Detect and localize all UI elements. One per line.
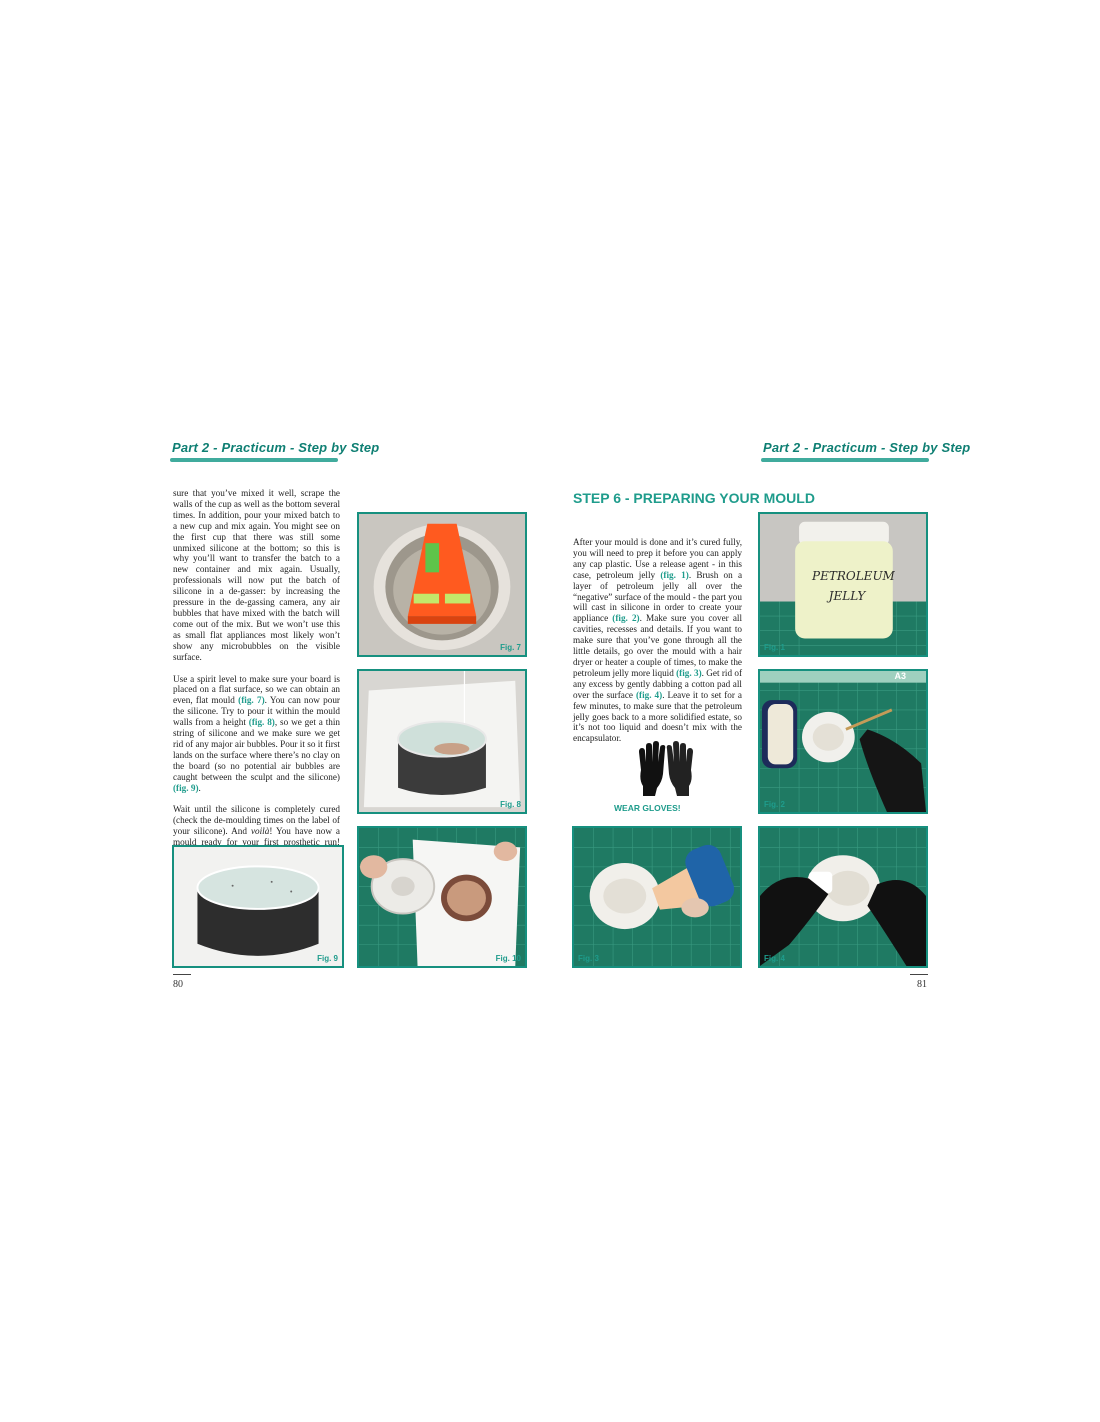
- fig8-image: [359, 671, 525, 812]
- step-title: STEP 6 - PREPARING YOUR MOULD: [573, 490, 815, 506]
- fig9-caption: Fig. 9: [317, 954, 338, 963]
- text-run: . Make sure you cover all cavities, recesses and details. If you want to make sure that you’ve gone through all the little details, go over the mould with a hair dryer or heater a couple of times, to make the petroleum jelly more liquid: [573, 613, 743, 678]
- left-body-text: [173, 488, 340, 870]
- figure-reference: (fig. 3): [676, 667, 702, 678]
- gloves-icon: [633, 740, 699, 796]
- figure-8: [357, 669, 527, 814]
- fig4-caption: Fig. 4: [764, 954, 785, 963]
- left-page-number: 80: [173, 979, 183, 990]
- figure-reference: (fig. 8): [248, 717, 275, 728]
- figure-10: [357, 826, 527, 968]
- figure-reference: (fig. 1): [660, 569, 689, 580]
- fig3-image: [574, 828, 740, 966]
- text-run: After your mould is done and it’s cured fully, you will need to prep it before you can apply any cap plastic. Use a release agent - in this case, petroleum jelly: [573, 537, 742, 580]
- left-header-underline: [170, 458, 338, 462]
- text-run: ! You have now a mould ready for your first prosthetic run!: [173, 826, 340, 848]
- text-run: voilà: [250, 826, 270, 837]
- body-paragraph: [173, 674, 340, 794]
- right-body-text: [573, 537, 742, 755]
- fig10-image: [359, 828, 525, 966]
- text-run: Wait until the silicone is completely cured (check the de-moulding times on the label of your silicone). And: [173, 804, 340, 837]
- figure-7: [357, 512, 527, 657]
- figure-reference: (fig. 7): [238, 695, 265, 706]
- right-header-underline: [761, 458, 929, 462]
- figure-reference: (fig. 2): [612, 613, 640, 624]
- fig1-caption: Fig. 1: [764, 643, 785, 652]
- text-run: .: [198, 782, 201, 793]
- jar-label: [812, 566, 895, 606]
- jar-label-line-2: JELLY: [828, 589, 866, 603]
- fig10-caption: Fig. 10: [495, 954, 521, 963]
- fig4-image: [760, 828, 926, 966]
- figure-reference: (fig. 4): [636, 689, 663, 700]
- figure-4: [758, 826, 928, 968]
- gloves-caption: WEAR GLOVES!: [614, 803, 681, 813]
- right-page-number: 81: [917, 979, 927, 990]
- text-run: . Get rid of any excess by gently dabbing a cotton pad all over the surface: [573, 667, 742, 700]
- text-run: . You can now pour the silicone. Try to pour it within the mould walls from a height: [173, 695, 340, 728]
- fig7-caption: Fig. 7: [500, 643, 521, 652]
- body-paragraph: [173, 488, 340, 663]
- fig2-caption: Fig. 2: [764, 800, 785, 809]
- figure-3: [572, 826, 742, 968]
- figure-2: [758, 669, 928, 814]
- text-run: . Leave it to set for a few minutes, to make sure that the petroleum jelly goes back to a more solidified estate, so it’s not too liquid and doesn’t mix with the encapsulator.: [573, 689, 743, 744]
- fig8-caption: Fig. 8: [500, 800, 521, 809]
- fig2-image: [760, 671, 926, 812]
- jar-label-line-1: PETROLEUM: [812, 569, 895, 583]
- text-run: . Brush on a layer of petroleum jelly all over the “negative” surface of the mould - the part you will cast in silicone in order to create your appliance: [573, 569, 743, 624]
- right-page-number-rule: [910, 974, 928, 975]
- text-run: sure that you’ve mixed it well, scrape the walls of the cup as well as the bottom several times. In addition, pour your mixed batch to a new cup and mix again. You might see on the first cup that there was still some unmixed silicone at the bottom; so this is why you’ll want to transfer the batch to a new container and mix again. Usually, professionals will now put the batch of silicone in a de-gasser: by increasing the pressure in the de-gassing camera, any air bubbles that have mixed with the batch will come out of the mix. But we won’t use this as small flat appliances most likely won’t show any microbubbles on the visible surface.: [173, 488, 340, 662]
- figure-1: [758, 512, 928, 657]
- figure-reference: (fig. 9): [173, 782, 199, 793]
- figure-9: [172, 845, 344, 968]
- text-run: Use a spirit level to make sure your board is placed on a flat surface, so we can obtain an even, flat mould: [173, 673, 340, 706]
- body-paragraph: [573, 537, 742, 744]
- mat-label: A3: [894, 671, 906, 681]
- fig9-image: [174, 847, 342, 966]
- left-running-header: Part 2 - Practicum - Step by Step: [172, 440, 380, 455]
- left-page-number-rule: [173, 974, 191, 975]
- fig7-image: [359, 514, 525, 655]
- fig3-caption: Fig. 3: [578, 954, 599, 963]
- text-run: , so we get a thin string of silicone and we make sure we get rid of any major air bubbles. Pour it so it first lands on the surface where there’s no clay on the board (so no potential air bubbles are caught between the sculpt and the silicone): [173, 717, 341, 782]
- right-running-header: Part 2 - Practicum - Step by Step: [763, 440, 971, 455]
